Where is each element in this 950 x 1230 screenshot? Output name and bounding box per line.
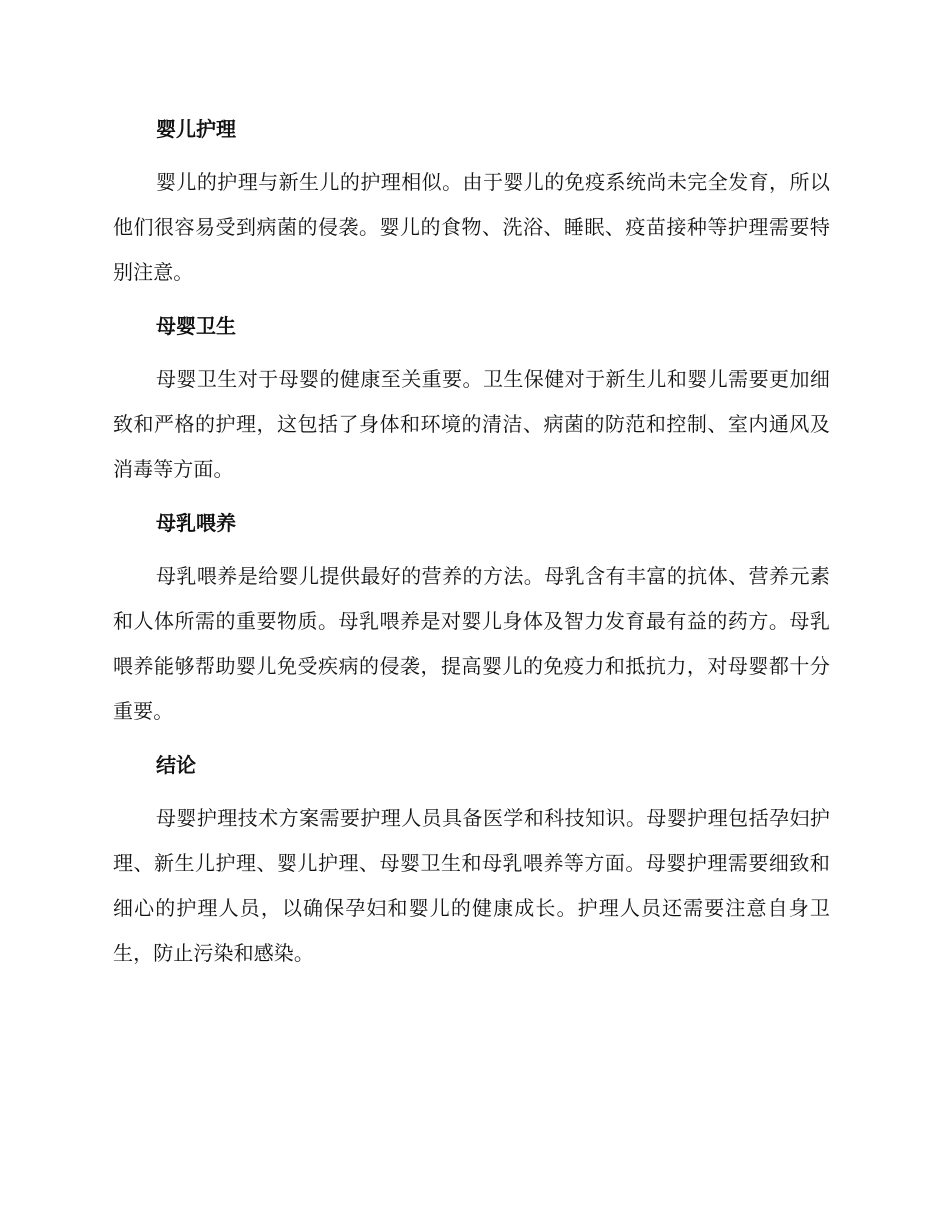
- section-paragraph: 母婴护理技术方案需要护理人员具备医学和科技知识。母婴护理包括孕妇护理、新生儿护理、婴儿护理、母婴卫生和母乳喂养等方面。母婴护理需要细致和细心的护理人员，以确保孕妇和婴儿的健康成长。护理人员还需要注意自身卫生，防止污染和感染。: [113, 806, 830, 965]
- section-conclusion: [113, 746, 830, 976]
- section-paragraph: 母乳喂养是给婴儿提供最好的营养的方法。母乳含有丰富的抗体、营养元素和人体所需的重要物质。母乳喂养是对婴儿身体及智力发育最有益的药方。母乳喂养能够帮助婴儿免受疾病的侵袭，提高婴儿的免疫力和抵抗力，对母婴都十分重要。: [113, 564, 830, 723]
- section-infant-care: [113, 110, 830, 295]
- section-paragraph: 婴儿的护理与新生儿的护理相似。由于婴儿的免疫系统尚未完全发育，所以他们很容易受到病菌的侵袭。婴儿的食物、洗浴、睡眠、疫苗接种等护理需要特别注意。: [113, 170, 830, 284]
- section-heading: 婴儿护理: [156, 117, 236, 141]
- section-heading: 母乳喂养: [156, 511, 236, 535]
- section-paragraph: 母婴卫生对于母婴的健康至关重要。卫生保健对于新生儿和婴儿需要更加细致和严格的护理，这包括了身体和环境的清洁、病菌的防范和控制、室内通风及消毒等方面。: [113, 367, 830, 481]
- section-maternal-infant-hygiene: [113, 307, 830, 492]
- section-heading: 结论: [156, 753, 196, 777]
- section-breastfeeding: [113, 504, 830, 734]
- section-heading: 母婴卫生: [156, 314, 236, 338]
